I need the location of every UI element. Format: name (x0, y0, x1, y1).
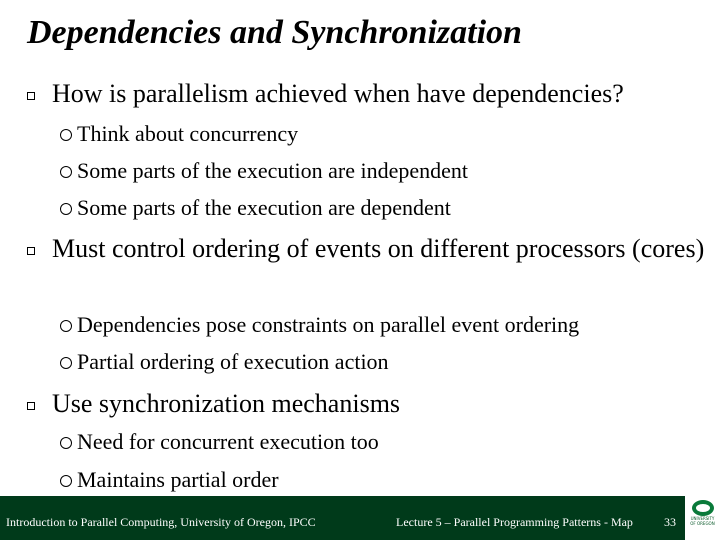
sub-bullet-text: Think about concurrency (77, 121, 299, 146)
sub-bullet-1-2 (60, 158, 468, 184)
sub-bullet-text: Need for concurrent execution too (77, 429, 379, 454)
sub-bullet-1-1 (60, 121, 298, 147)
footer-bar (0, 496, 685, 540)
bullet-text: Must control ordering of events on different processors (cores) (52, 234, 705, 263)
sub-bullet-3-1 (60, 429, 379, 455)
sub-bullet-text: Dependencies pose constraints on parallel event ordering (77, 312, 580, 337)
circle-bullet-icon (60, 320, 72, 332)
square-bullet-icon (27, 247, 35, 255)
oregon-o-icon (692, 500, 714, 516)
bullet-3 (27, 387, 712, 421)
circle-bullet-icon (60, 357, 72, 369)
circle-bullet-icon (60, 203, 72, 215)
sub-bullet-text: Maintains partial order (77, 467, 279, 492)
sub-bullet-3-2 (60, 467, 279, 493)
circle-bullet-icon (60, 129, 72, 141)
circle-bullet-icon (60, 166, 72, 178)
logo-line-2: OF OREGON (690, 521, 715, 526)
sub-bullet-text: Some parts of the execution are dependent (77, 195, 451, 220)
slide-title: Dependencies and Synchronization (27, 14, 522, 51)
sub-bullet-1-3 (60, 195, 451, 221)
square-bullet-icon (27, 402, 35, 410)
bullet-text: Use synchronization mechanisms (52, 389, 401, 418)
footer-course: Introduction to Parallel Computing, University of Oregon, IPCC (6, 515, 316, 529)
bullet-2 (27, 232, 712, 266)
footer-lecture: Lecture 5 – Parallel Programming Patterns - Map (396, 515, 633, 529)
bullet-1 (27, 77, 712, 111)
university-logo (685, 496, 720, 540)
logo-line-1: UNIVERSITY (690, 516, 715, 521)
sub-bullet-2-1 (60, 312, 579, 338)
page-number: 33 (664, 515, 676, 529)
sub-bullet-2-2 (60, 349, 389, 375)
sub-bullet-text: Some parts of the execution are independent (77, 158, 468, 183)
square-bullet-icon (27, 92, 35, 100)
circle-bullet-icon (60, 475, 72, 487)
bullet-text: How is parallelism achieved when have dependencies? (52, 79, 624, 108)
sub-bullet-text: Partial ordering of execution action (77, 349, 389, 374)
circle-bullet-icon (60, 437, 72, 449)
